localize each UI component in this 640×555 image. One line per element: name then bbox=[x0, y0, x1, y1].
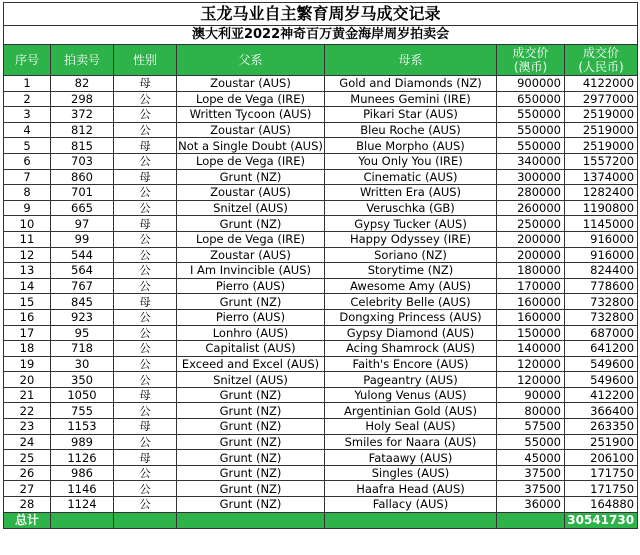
cell-sire: Lope de Vega (IRE) bbox=[177, 231, 325, 247]
cell-lot: 703 bbox=[51, 153, 114, 169]
cell-dam: Gold and Diamonds (NZ) bbox=[325, 76, 497, 92]
cell-price-aud: 120000 bbox=[497, 356, 565, 372]
cell-dam: Soriano (NZ) bbox=[325, 247, 497, 263]
cell-sex: 公 bbox=[114, 481, 177, 497]
cell-sex: 公 bbox=[114, 107, 177, 123]
cell-sire: Zoustar (AUS) bbox=[177, 76, 325, 92]
cell-dam: Pageantry (AUS) bbox=[325, 372, 497, 388]
cell-sire: Not a Single Doubt (AUS) bbox=[178, 138, 323, 153]
total-empty-aud bbox=[497, 512, 565, 528]
cell-lot: 1050 bbox=[51, 387, 114, 403]
cell-dam: Celebrity Belle (AUS) bbox=[325, 294, 497, 310]
cell-lot: 845 bbox=[51, 294, 114, 310]
table-row bbox=[4, 122, 638, 138]
cell-sire: Grunt (NZ) bbox=[177, 465, 325, 481]
cell-sex: 公 bbox=[114, 263, 177, 279]
cell-seq: 7 bbox=[4, 169, 51, 185]
cell-dam: Awesome Amy (AUS) bbox=[325, 278, 497, 294]
cell-seq: 6 bbox=[4, 153, 51, 169]
cell-dam: Pikari Star (AUS) bbox=[325, 107, 497, 123]
cell-sex: 公 bbox=[114, 122, 177, 138]
cell-seq: 8 bbox=[4, 185, 51, 201]
cell-lot: 986 bbox=[51, 465, 114, 481]
cell-price-aud: 340000 bbox=[497, 153, 565, 169]
cell-sire: Zoustar (AUS) bbox=[177, 247, 325, 263]
cell-dam: Cinematic (AUS) bbox=[325, 169, 497, 185]
cell-sire: Lonhro (AUS) bbox=[177, 325, 325, 341]
cell-sire: Lope de Vega (IRE) bbox=[177, 91, 325, 107]
cell-price-rmb: 1374000 bbox=[565, 169, 638, 185]
cell-price-rmb: 641200 bbox=[565, 341, 638, 357]
cell-lot: 812 bbox=[51, 122, 114, 138]
cell-sire: Pierro (AUS) bbox=[177, 309, 325, 325]
cell-sex: 母 bbox=[114, 76, 177, 92]
cell-sex: 母 bbox=[114, 450, 177, 466]
table-row bbox=[4, 231, 638, 247]
cell-dam: Argentinian Gold (AUS) bbox=[325, 403, 497, 419]
cell-dam: Gypsy Diamond (AUS) bbox=[325, 325, 497, 341]
cell-price-rmb: 171750 bbox=[565, 481, 638, 497]
cell-price-aud: 170000 bbox=[497, 278, 565, 294]
table-row bbox=[4, 419, 638, 435]
cell-sex: 公 bbox=[114, 231, 177, 247]
total-empty-sex bbox=[114, 512, 177, 528]
total-empty-sire bbox=[177, 512, 325, 528]
cell-seq: 20 bbox=[4, 372, 51, 388]
cell-sex: 母 bbox=[114, 138, 177, 154]
cell-lot: 82 bbox=[51, 76, 114, 92]
cell-seq: 1 bbox=[4, 76, 51, 92]
table-row bbox=[4, 434, 638, 450]
cell-seq: 5 bbox=[4, 138, 51, 154]
cell-price-rmb: 1282400 bbox=[565, 185, 638, 201]
cell-price-aud: 200000 bbox=[497, 247, 565, 263]
cell-sire: Grunt (NZ) bbox=[177, 216, 325, 232]
cell-sex: 公 bbox=[114, 403, 177, 419]
header-sex: 性别 bbox=[114, 45, 177, 76]
cell-dam: Bleu Roche (AUS) bbox=[325, 122, 497, 138]
cell-seq: 11 bbox=[4, 231, 51, 247]
cell-lot: 1153 bbox=[51, 419, 114, 435]
cell-dam: Yulong Venus (AUS) bbox=[325, 387, 497, 403]
cell-seq: 14 bbox=[4, 278, 51, 294]
cell-lot: 30 bbox=[51, 356, 114, 372]
cell-sire: Capitalist (AUS) bbox=[177, 341, 325, 357]
cell-sire: Pierro (AUS) bbox=[177, 278, 325, 294]
cell-lot: 755 bbox=[51, 403, 114, 419]
cell-lot: 372 bbox=[51, 107, 114, 123]
cell-sex: 公 bbox=[114, 341, 177, 357]
cell-lot: 350 bbox=[51, 372, 114, 388]
cell-price-rmb: 687000 bbox=[565, 325, 638, 341]
cell-price-rmb: 916000 bbox=[565, 247, 638, 263]
table-row bbox=[4, 107, 638, 123]
cell-price-aud: 57500 bbox=[497, 419, 565, 435]
cell-lot: 989 bbox=[51, 434, 114, 450]
cell-dam: Munees Gemini (IRE) bbox=[325, 91, 497, 107]
cell-lot: 1124 bbox=[51, 497, 114, 513]
cell-dam: Holy Seal (AUS) bbox=[325, 419, 497, 435]
cell-dam: Acing Shamrock (AUS) bbox=[325, 341, 497, 357]
cell-sex: 公 bbox=[114, 497, 177, 513]
cell-lot: 718 bbox=[51, 341, 114, 357]
cell-lot: 860 bbox=[51, 169, 114, 185]
cell-price-rmb: 171750 bbox=[565, 465, 638, 481]
cell-price-aud: 550000 bbox=[497, 138, 565, 154]
cell-price-rmb: 412200 bbox=[565, 387, 638, 403]
cell-dam: Happy Odyssey (IRE) bbox=[325, 231, 497, 247]
table-row bbox=[4, 153, 638, 169]
cell-sire: Grunt (NZ) bbox=[177, 169, 325, 185]
cell-price-aud: 650000 bbox=[497, 91, 565, 107]
header-lot: 拍卖号 bbox=[51, 45, 114, 76]
table-row bbox=[4, 356, 638, 372]
cell-price-aud: 260000 bbox=[497, 200, 565, 216]
page-subtitle: 澳大利亚2022神奇百万黄金海岸周岁拍卖会 bbox=[4, 26, 638, 45]
cell-sex: 公 bbox=[114, 200, 177, 216]
cell-seq: 2 bbox=[4, 91, 51, 107]
cell-dam: Storytime (NZ) bbox=[325, 263, 497, 279]
cell-price-rmb: 366400 bbox=[565, 403, 638, 419]
total-empty-lot bbox=[51, 512, 114, 528]
cell-lot: 1146 bbox=[51, 481, 114, 497]
cell-dam: Written Era (AUS) bbox=[325, 185, 497, 201]
total-label: 总计 bbox=[4, 512, 51, 528]
sales-table bbox=[3, 2, 638, 529]
cell-sex: 公 bbox=[114, 247, 177, 263]
cell-sex: 母 bbox=[114, 294, 177, 310]
cell-seq: 10 bbox=[4, 216, 51, 232]
cell-price-aud: 900000 bbox=[497, 76, 565, 92]
table-row bbox=[4, 450, 638, 466]
cell-price-aud: 250000 bbox=[497, 216, 565, 232]
cell-sex: 公 bbox=[114, 356, 177, 372]
table-row bbox=[4, 278, 638, 294]
cell-price-aud: 160000 bbox=[497, 309, 565, 325]
cell-sex: 公 bbox=[114, 325, 177, 341]
cell-price-rmb: 2519000 bbox=[565, 138, 638, 154]
cell-price-aud: 120000 bbox=[497, 372, 565, 388]
cell-sire: Grunt (NZ) bbox=[177, 450, 325, 466]
total-empty-dam bbox=[325, 512, 497, 528]
cell-seq: 22 bbox=[4, 403, 51, 419]
cell-sex: 公 bbox=[114, 278, 177, 294]
table-row bbox=[4, 294, 638, 310]
cell-price-rmb: 164880 bbox=[565, 497, 638, 513]
table-row bbox=[4, 403, 638, 419]
header-dam: 母系 bbox=[325, 45, 497, 76]
cell-price-rmb: 1145000 bbox=[565, 216, 638, 232]
cell-price-rmb: 1190800 bbox=[565, 200, 638, 216]
cell-dam: Blue Morpho (AUS) bbox=[325, 138, 497, 154]
cell-seq: 26 bbox=[4, 465, 51, 481]
table-row bbox=[4, 263, 638, 279]
table-row bbox=[4, 138, 638, 154]
cell-price-rmb: 778600 bbox=[565, 278, 638, 294]
table-row bbox=[4, 309, 638, 325]
cell-lot: 544 bbox=[51, 247, 114, 263]
cell-price-aud: 150000 bbox=[497, 325, 565, 341]
cell-sex: 公 bbox=[114, 309, 177, 325]
cell-sire: Snitzel (AUS) bbox=[177, 200, 325, 216]
cell-lot: 99 bbox=[51, 231, 114, 247]
cell-sire: Grunt (NZ) bbox=[177, 403, 325, 419]
header-price-rmb-line1: 成交价 bbox=[583, 46, 620, 60]
table-row bbox=[4, 247, 638, 263]
table-row bbox=[4, 200, 638, 216]
table-row bbox=[4, 325, 638, 341]
table-row bbox=[4, 497, 638, 513]
cell-price-aud: 550000 bbox=[497, 107, 565, 123]
cell-price-aud: 160000 bbox=[497, 294, 565, 310]
cell-price-aud: 37500 bbox=[497, 481, 565, 497]
cell-price-rmb: 2977000 bbox=[565, 91, 638, 107]
cell-price-aud: 140000 bbox=[497, 341, 565, 357]
cell-seq: 19 bbox=[4, 356, 51, 372]
cell-price-aud: 280000 bbox=[497, 185, 565, 201]
cell-price-aud: 550000 bbox=[497, 122, 565, 138]
cell-lot: 564 bbox=[51, 263, 114, 279]
table-row bbox=[4, 481, 638, 497]
sales-record-sheet bbox=[0, 2, 640, 555]
cell-seq: 16 bbox=[4, 309, 51, 325]
cell-sire: Grunt (NZ) bbox=[177, 294, 325, 310]
cell-lot: 923 bbox=[51, 309, 114, 325]
cell-price-aud: 180000 bbox=[497, 263, 565, 279]
cell-seq: 13 bbox=[4, 263, 51, 279]
cell-price-aud: 37500 bbox=[497, 465, 565, 481]
cell-seq: 27 bbox=[4, 481, 51, 497]
cell-lot: 665 bbox=[51, 200, 114, 216]
cell-sire: Lope de Vega (IRE) bbox=[177, 153, 325, 169]
header-sire: 父系 bbox=[177, 45, 325, 76]
cell-price-rmb: 916000 bbox=[565, 231, 638, 247]
cell-price-rmb: 1557200 bbox=[565, 153, 638, 169]
cell-seq: 24 bbox=[4, 434, 51, 450]
table-row bbox=[4, 216, 638, 232]
cell-sex: 母 bbox=[114, 216, 177, 232]
cell-price-rmb: 4122000 bbox=[565, 76, 638, 92]
cell-lot: 1126 bbox=[51, 450, 114, 466]
cell-seq: 18 bbox=[4, 341, 51, 357]
cell-price-rmb: 2519000 bbox=[565, 107, 638, 123]
cell-sire: Written Tycoon (AUS) bbox=[177, 107, 325, 123]
cell-dam: Fataawy (AUS) bbox=[325, 450, 497, 466]
cell-sex: 母 bbox=[114, 169, 177, 185]
cell-sire: Exceed and Excel (AUS) bbox=[177, 356, 325, 372]
cell-sire: Snitzel (AUS) bbox=[177, 372, 325, 388]
table-row bbox=[4, 185, 638, 201]
cell-sire: Zoustar (AUS) bbox=[177, 122, 325, 138]
header-price-aud-line1: 成交价 bbox=[512, 46, 549, 60]
table-header-row bbox=[4, 45, 638, 76]
cell-seq: 12 bbox=[4, 247, 51, 263]
cell-sex: 公 bbox=[114, 185, 177, 201]
header-price-rmb-line2: (人民币) bbox=[578, 60, 624, 74]
cell-sex: 公 bbox=[114, 153, 177, 169]
cell-seq: 28 bbox=[4, 497, 51, 513]
table-row bbox=[4, 387, 638, 403]
cell-price-rmb: 549600 bbox=[565, 356, 638, 372]
header-seq: 序号 bbox=[4, 45, 51, 76]
cell-sex: 公 bbox=[114, 372, 177, 388]
table-row bbox=[4, 91, 638, 107]
table-row bbox=[4, 465, 638, 481]
cell-seq: 23 bbox=[4, 419, 51, 435]
page-title: 玉龙马业自主繁育周岁马成交记录 bbox=[4, 3, 638, 26]
cell-price-aud: 55000 bbox=[497, 434, 565, 450]
header-price-rmb bbox=[565, 45, 638, 76]
cell-price-rmb: 2519000 bbox=[565, 122, 638, 138]
cell-dam: Fallacy (AUS) bbox=[325, 497, 497, 513]
cell-price-rmb: 251900 bbox=[565, 434, 638, 450]
cell-sex: 公 bbox=[114, 434, 177, 450]
cell-seq: 3 bbox=[4, 107, 51, 123]
cell-dam: Gypsy Tucker (AUS) bbox=[325, 216, 497, 232]
cell-sire: I Am Invincible (AUS) bbox=[177, 263, 325, 279]
cell-seq: 4 bbox=[4, 122, 51, 138]
cell-lot: 298 bbox=[51, 91, 114, 107]
cell-dam: You Only You (IRE) bbox=[325, 153, 497, 169]
cell-seq: 25 bbox=[4, 450, 51, 466]
table-row bbox=[4, 372, 638, 388]
cell-price-rmb: 549600 bbox=[565, 372, 638, 388]
cell-sire: Grunt (NZ) bbox=[177, 434, 325, 450]
cell-sex: 母 bbox=[114, 387, 177, 403]
total-row bbox=[4, 512, 638, 528]
cell-lot: 701 bbox=[51, 185, 114, 201]
cell-price-aud: 80000 bbox=[497, 403, 565, 419]
cell-seq: 21 bbox=[4, 387, 51, 403]
cell-sire: Grunt (NZ) bbox=[177, 481, 325, 497]
header-price-aud bbox=[497, 45, 565, 76]
cell-sex: 公 bbox=[114, 91, 177, 107]
cell-dam: Veruschka (GB) bbox=[325, 200, 497, 216]
cell-price-rmb: 206100 bbox=[565, 450, 638, 466]
cell-dam: Dongxing Princess (AUS) bbox=[325, 309, 497, 325]
cell-price-rmb: 263350 bbox=[565, 419, 638, 435]
cell-price-aud: 200000 bbox=[497, 231, 565, 247]
cell-sex: 公 bbox=[114, 465, 177, 481]
header-price-aud-line2: (澳币) bbox=[513, 60, 548, 74]
total-price-rmb: 30541730 bbox=[565, 512, 638, 528]
cell-lot: 815 bbox=[51, 138, 114, 154]
cell-dam: Haafra Head (AUS) bbox=[325, 481, 497, 497]
cell-price-aud: 90000 bbox=[497, 387, 565, 403]
cell-seq: 17 bbox=[4, 325, 51, 341]
cell-price-aud: 300000 bbox=[497, 169, 565, 185]
cell-price-rmb: 824400 bbox=[565, 263, 638, 279]
cell-sire: Grunt (NZ) bbox=[177, 419, 325, 435]
table-row bbox=[4, 76, 638, 92]
cell-dam: Singles (AUS) bbox=[325, 465, 497, 481]
cell-sire: Grunt (NZ) bbox=[177, 497, 325, 513]
cell-sire: Zoustar (AUS) bbox=[177, 185, 325, 201]
cell-lot: 767 bbox=[51, 278, 114, 294]
cell-lot: 97 bbox=[51, 216, 114, 232]
cell-dam: Faith's Encore (AUS) bbox=[325, 356, 497, 372]
cell-price-aud: 36000 bbox=[497, 497, 565, 513]
cell-sex: 母 bbox=[114, 419, 177, 435]
cell-price-aud: 45000 bbox=[497, 450, 565, 466]
cell-price-rmb: 732800 bbox=[565, 294, 638, 310]
cell-sire: Grunt (NZ) bbox=[177, 387, 325, 403]
table-row bbox=[4, 341, 638, 357]
cell-seq: 9 bbox=[4, 200, 51, 216]
cell-price-rmb: 732800 bbox=[565, 309, 638, 325]
cell-lot: 95 bbox=[51, 325, 114, 341]
table-row bbox=[4, 169, 638, 185]
cell-seq: 15 bbox=[4, 294, 51, 310]
cell-dam: Smiles for Naara (AUS) bbox=[325, 434, 497, 450]
